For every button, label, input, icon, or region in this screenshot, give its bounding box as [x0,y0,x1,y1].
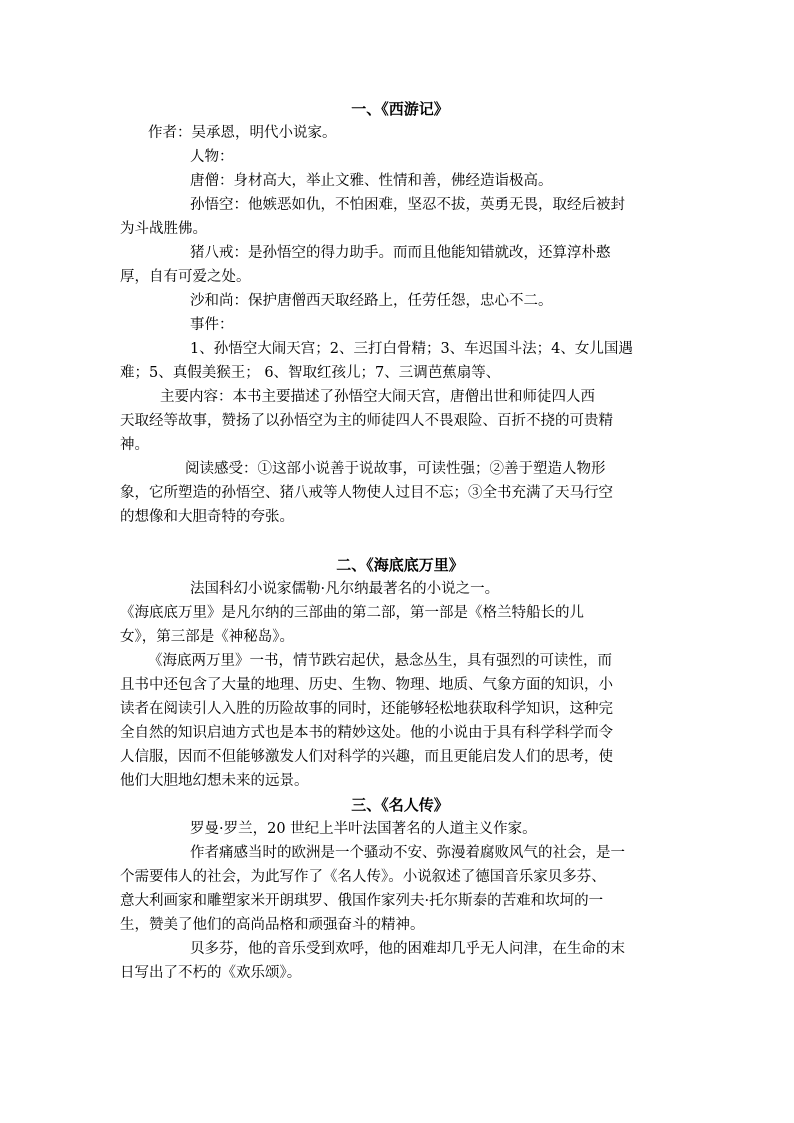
reading-feeling-line1: 阅读感受：①这部小说善于说故事，可读性强；②善于塑造人物形 [185,461,606,477]
events-line1: 1、孙悟空大闹天宫；2、三打白骨精；3、车迟国斗法；4、女儿国遇 [190,341,633,357]
mingren-p2-line4: 生，赞美了他们的高尚品格和顽强奋斗的精神。 [120,917,425,933]
events-line2: 难；5、真假美猴王； 6、智取红孩儿；7、三调芭蕉扇等、 [120,365,501,381]
main-content-line1: 主要内容：本书主要描述了孙悟空大闹天宫，唐僧出世和师徒四人西 [160,389,595,405]
mingren-p1: 罗曼·罗兰，20 世纪上半叶法国著名的人道主义作家。 [190,821,537,837]
events-label: 事件： [190,317,234,333]
reading-feeling-line2: 象，它所塑造的孙悟空、猪八戒等人物使人过目不忘；③全书充满了天马行空 [120,485,613,501]
haidi-p1: 法国科幻小说家儒勒·凡尔纳最著名的小说之一。 [190,581,500,597]
character-tangseng: 唐僧：身材高大，举止文雅、性情和善，佛经造诣极高。 [190,173,553,189]
characters-label: 人物： [190,149,234,165]
character-zhubajie-line1: 猪八戒：是孙悟空的得力助手。而而且他能知错就改，还算淳朴憨 [190,245,611,261]
section-title-mingren: 三、《名人传》 [351,796,449,814]
haidi-p2-line1: 《海底底万里》是凡尔纳的三部曲的第二部，第一部是《格兰特船长的儿 [120,605,584,621]
haidi-p3-line5: 人信服，因而不但能够激发人们对科学的兴趣，而且更能启发人们的思考，使 [120,749,613,765]
mingren-p2-line3: 意大利画家和雕塑家米开朗琪罗、俄国作家列夫·托尔斯泰的苦难和坎坷的一 [120,893,604,909]
author-line: 作者：吴承恩，明代小说家。 [148,125,337,141]
mingren-p3-line2: 日写出了不朽的《欢乐颂》。 [120,965,302,981]
haidi-p3-line4: 全自然的知识启迪方式也是本书的精妙这处。他的小说由于具有科学科学而令 [120,725,613,741]
mingren-p2-line1: 作者痛感当时的欧洲是一个骚动不安、弥漫着腐败风气的社会，是一 [190,845,625,861]
character-shaheshang: 沙和尚：保护唐僧西天取经路上，任劳任怨，忠心不二。 [190,293,553,309]
haidi-p3-line1: 《海底两万里》一书，情节跌宕起伏，悬念丛生，具有强烈的可读性，而 [148,653,612,669]
character-sunwukong-line2: 为斗战胜佛。 [120,221,207,237]
mingren-p2-line2: 个需要伟人的社会，为此写作了《名人传》。小说叙述了德国音乐家贝多芬、 [120,869,606,885]
haidi-p3-line6: 他们大胆地幻想未来的远景。 [120,773,309,789]
mingren-p3-line1: 贝多芬，他的音乐受到欢呼，他的困难却几乎无人问津，在生命的末 [190,941,625,957]
main-content-line3: 神。 [120,437,149,453]
main-content-line2: 天取经等故事，赞扬了以孙悟空为主的师徒四人不畏艰险、百折不挠的可贵精 [120,413,613,429]
section-title-haidi: 二、《海底底万里》 [336,556,464,574]
haidi-p3-line3: 读者在阅读引人入胜的历险故事的同时，还能够轻松地获取科学知识，这种完 [120,701,613,717]
character-sunwukong-line1: 孙悟空：他嫉恶如仇，不怕困难，坚忍不拔，英勇无畏，取经后被封 [190,197,625,213]
reading-feeling-line3: 的想像和大胆奇特的夸张。 [120,509,294,525]
haidi-p3-line2: 且书中还包含了大量的地理、历史、生物、物理、地质、气象方面的知识，小 [120,677,613,693]
character-zhubajie-line2: 厚，自有可爱之处。 [120,269,251,285]
section-title-xiyouji: 一、《西游记》 [351,100,449,118]
haidi-p2-line2: 女》，第三部是《神秘岛》。 [120,629,294,645]
